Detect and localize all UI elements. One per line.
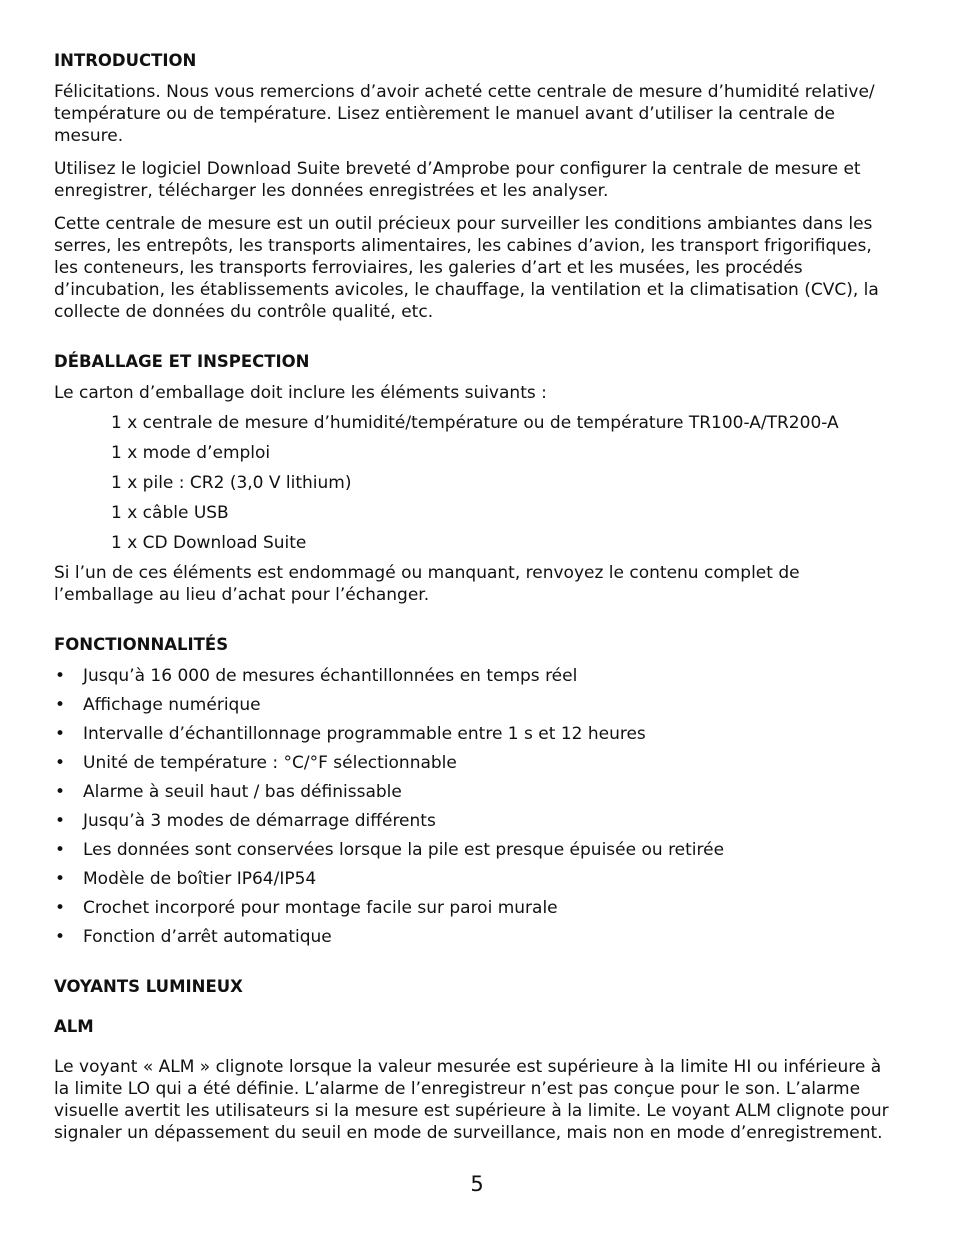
feature-text: Modèle de boîtier IP64/IP54 — [83, 869, 317, 889]
feature-text: Crochet incorporé pour montage facile sur paroi murale — [83, 898, 558, 918]
feature-item — [54, 723, 900, 745]
feature-item — [54, 868, 900, 890]
bullet: • — [54, 724, 66, 744]
feature-text: Alarme à seuil haut / bas définissable — [83, 782, 402, 802]
feature-item — [54, 926, 900, 948]
feature-text: Affichage numérique — [83, 695, 261, 715]
feature-item — [54, 810, 900, 832]
feature-text: Jusqu’à 3 modes de démarrage différents — [83, 811, 436, 831]
features-list — [54, 665, 900, 948]
bullet: • — [54, 811, 66, 831]
unpacking-heading: DÉBALLAGE ET INSPECTION — [54, 352, 310, 371]
unpacking-lead: Le carton d’emballage doit inclure les éléments suivants : — [54, 383, 547, 403]
bullet: • — [54, 753, 66, 773]
features-heading: FONCTIONNALITÉS — [54, 635, 229, 654]
bullet: • — [54, 869, 66, 889]
package-item: 1 x CD Download Suite — [111, 533, 307, 553]
bullet: • — [54, 695, 66, 715]
manual-page — [54, 50, 900, 1144]
page-number: 5 — [470, 1172, 484, 1196]
package-contents-list — [54, 412, 900, 554]
feature-text: Unité de température : °C/°F sélectionnable — [83, 753, 457, 773]
feature-item — [54, 897, 900, 919]
alm-description: Le voyant « ALM » clignote lorsque la valeur mesurée est supérieure à la limite HI ou inférieure à la limite LO qui a été définie. L’alarme de l’enregistreur n’est pas conçue pour le son. L’alarme visuelle avertit les utilisateurs si la mesure est supérieure à la limite. Le voyant ALM clignote pour signaler un dépassement du seuil en mode de surveillance, mais non en mode d’enregistrement. — [54, 1057, 889, 1143]
intro-paragraph-1: Félicitations. Nous vous remercions d’avoir acheté cette centrale de mesure d’humidité relative/ température ou de température. Lisez entièrement le manuel avant d’utiliser la centrale de mesure. — [54, 82, 875, 146]
package-item: 1 x câble USB — [111, 503, 229, 523]
feature-text: Jusqu’à 16 000 de mesures échantillonnées en temps réel — [83, 666, 578, 686]
feature-text: Fonction d’arrêt automatique — [83, 927, 332, 947]
intro-heading: INTRODUCTION — [54, 51, 197, 70]
feature-item — [54, 839, 900, 861]
bullet: • — [54, 840, 66, 860]
indicators-heading: VOYANTS LUMINEUX — [54, 977, 243, 996]
feature-item — [54, 781, 900, 803]
package-item: 1 x centrale de mesure d’humidité/température ou de température TR100-A/TR200-A — [111, 413, 839, 433]
intro-paragraph-3: Cette centrale de mesure est un outil précieux pour surveiller les conditions ambiantes dans les serres, les entrepôts, les transports alimentaires, les cabines d’avion, les transport frigorifiques, les conteneurs, les transports ferroviaires, les galeries d’art et les musées, les procédés d’incubation, les établissements avicoles, le chauffage, la ventilation et la climatisation (CVC), la collecte de données du contrôle qualité, etc. — [54, 214, 879, 322]
feature-item — [54, 665, 900, 687]
feature-item — [54, 752, 900, 774]
feature-text: Les données sont conservées lorsque la pile est presque épuisée ou retirée — [83, 840, 725, 860]
bullet: • — [54, 666, 66, 686]
package-item: 1 x mode d’emploi — [111, 443, 271, 463]
intro-paragraph-2: Utilisez le logiciel Download Suite breveté d’Amprobe pour configurer la centrale de mesure et enregistrer, télécharger les données enregistrées et les analyser. — [54, 159, 861, 201]
unpacking-note: Si l’un de ces éléments est endommagé ou manquant, renvoyez le contenu complet de l’emballage au lieu d’achat pour l’échanger. — [54, 563, 800, 605]
feature-item — [54, 694, 900, 716]
bullet: • — [54, 927, 66, 947]
bullet: • — [54, 898, 66, 918]
feature-text: Intervalle d’échantillonnage programmable entre 1 s et 12 heures — [83, 724, 646, 744]
alm-subheading: ALM — [54, 1017, 94, 1036]
bullet: • — [54, 782, 66, 802]
package-item: 1 x pile : CR2 (3,0 V lithium) — [111, 473, 352, 493]
